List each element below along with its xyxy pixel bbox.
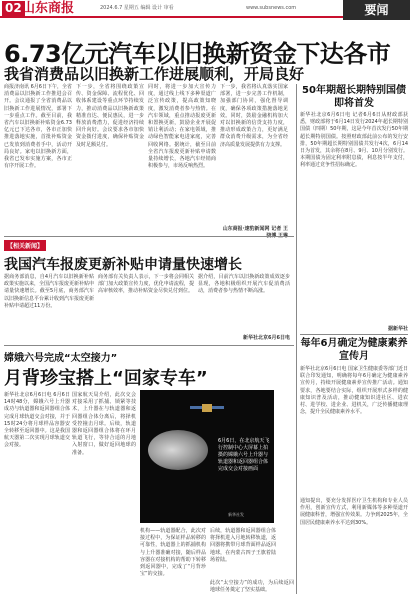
side-divider (300, 334, 408, 335)
column-divider (296, 84, 297, 594)
lead-column-4: 下一步，我省将认真落实国家部署，进一步完善工作机制，加强部门协同，强化督导调度，确保各项政策措施落地见效。同时，鼓励金融机构加大对以旧换新的信贷支持力度，推动形成政策合力，更好满足群众消费升级需求，为全省经济高质量发展提供有力支撑。 (220, 84, 288, 148)
side-headline-1: 50年期超长期特别国债即将首发 (302, 85, 406, 109)
related-column-2: 商务部有关负责人表示，下一步将会同相关部门加大政策宣传力度，优化申请流程，提高审核效率，推动补贴资金尽快兑付到位。 (98, 274, 194, 295)
related-column-3: 据介绍，目前汽车以旧换新政策成效逐步显现，各地积极组织开展汽车促消费活动，消费者参与热情不断高涨。 (198, 274, 290, 295)
change-column-4: 后续，轨道器和返回器组合体将择机进入月地转移轨道，返回器将携带月球背面样品返回地球，在内蒙古四子王旗着陆场着陆。 (210, 528, 276, 563)
photo-caption: 6月6日，在北京航天飞行控制中心大屏幕上拍摄的嫦娥六号上升器与轨道器和返回器组合体完成交会对接画面 (218, 438, 270, 472)
solar-panel-right (212, 406, 224, 409)
related-source: 新华社北京6月6日电 (243, 335, 290, 341)
divider-2 (4, 345, 294, 346)
related-headline: 我国汽车报废更新补贴申请量快速增长 (4, 257, 242, 273)
change-column-2: 国家航天局介绍，此次交会对接采用了抓捕、锁紧等技术，上升器在与轨道器和返回器组合体分离后，将择机受控撞击月球。后续，轨道器和返回器组合体将在环月轨道飞行，等待合适的月地入射窗口，做好返回地球的准备。 (72, 392, 136, 456)
related-news-tag: 【相关新闻】 (4, 240, 46, 251)
change-kicker: 嫦娥六号完成“太空接力” (4, 353, 118, 364)
change-column-1: 新华社北京6月6日电 6月6日14时48分，嫦娥六号上升器成功与轨道器和返回器组合体完成月球轨道交会对接，并于15时24分将月球样品容器安全转移至返回器中。这是我国航天器第二次实现月球轨道交会对接。 (4, 392, 70, 449)
section-tag: 要闻 (343, 0, 410, 20)
lead-column-3: 同时，将进一步加大宣传力度，通过线上线下多种渠道广泛宣传政策，提高政策知晓度，激发消费者参与热情。在汽车领域，重点推动报废更新和置换更新，鼓励企业开展促销让利活动；在家电领域，推动绿色智能家电进家庭，完善回收网络。据统计，截至目前全省汽车报废更新补贴申请数量持续增长，各地汽车经销商积极参与，市场反响热烈。 (148, 84, 216, 170)
side-body-2: 新华社北京6月6日电 国家卫生健康委等部门近日联合印发通知，明确将每年6月确定为健康素养宣传月，持续开展健康素养宣传推广活动。通知要求，各地要结合实际，组织开展形式多样的健康知识普及活动，推动健康知识进社区、进农村、进学校、进企业、进机关，广泛传播健康理念，提升全民健康素养水平。 (300, 366, 408, 416)
page-number: 02 (2, 1, 25, 16)
side-source-1: 据新华社 (387, 326, 408, 332)
lead-subheadline: 我省消费品以旧换新工作进展顺利，开局良好 (4, 65, 305, 83)
newspaper-brand: 山东商报 (22, 1, 75, 16)
solar-panel-left (190, 406, 202, 409)
spacecraft-image (202, 404, 212, 412)
change-column-5: 此次“太空接力”的成功，为后续返回地球任务奠定了坚实基础。 (210, 580, 294, 594)
lead-author: 山东商报·速豹新闻网 记者 王 (222, 226, 288, 232)
issue-info: 2024.6.7 星期五 编辑 设计 审看 (100, 5, 174, 11)
lead-column-2: 下一步，全省将围绕政策宣传、资金保障、流程优化、回收体系建设等重点环节持续发力，推动消费品以旧换新政策精准直达、便民惠民，进一步释放消费潜力，促进经济持续回升向好。会议要求各市加快资金拨付进度，确保补贴资金及时足额兑付。 (76, 84, 144, 148)
moon-image (148, 430, 208, 470)
divider (4, 236, 294, 237)
change-column-3: 机构——轨道器配合，此次对接过程中，为保证样品转移的可靠性，轨道器上的抓捕机构与上升器准确对接，随后样品容器在对接机构的帮助下转移到返回器中，完成了“月背珍宝”的交接。 (140, 528, 206, 578)
side-headline-2: 每年6月确定为健康素养宣传月 (300, 338, 408, 362)
lead-column-1: 商报济南讯 6月6日下午，全省消费品以旧换新工作推进会召开。会议通报了全省消费品以旧换新工作进展情况，部署下一步重点工作。截至目前，我省汽车以旧换新补贴资金6.73亿元已下达各市，各市正加快推进落地实施，首批补贴资金已发放到消费者手中，活动开局良好。家电以旧换新方面，我省已发布实施方案，各市正有序开展工作。 (4, 84, 72, 170)
side-body-1: 新华社北京6月6日电 记者6月6日从财政部获悉，财政部将于6月14日发行2024年超长期特别国债（四期）50年期，这是今年首次发行50年期超长期特别国债。按照财政部此前公布的发行安排，50年期超长期特别国债共发行4次，6月14日为首发，其余将在8月、9月、10月分别发行。本期国债为固定利率附息债，利息按半年支付，利率通过竞争性招标确定。 (300, 112, 408, 169)
related-column-1: 据商务部消息，自4月汽车以旧换新补贴政策实施以来，全国汽车报废更新补贴申请量快速增长。截至5月底，商务部汽车以旧换新信息平台累计收到汽车报废更新补贴申请超过11万份。 (4, 274, 95, 309)
site-url: www.subsnews.com (246, 5, 297, 11)
change-headline: 月背珍宝搭上“回家专车” (4, 368, 208, 389)
photo-credit: 新华社发 (228, 512, 244, 517)
lead-headline: 6.73亿元汽车以旧换新资金下达各市 (4, 40, 391, 68)
side-body-3: 通知提出，要充分发挥医疗卫生机构和专业人员作用，创新宣传方式，利用新媒体等多种渠道开展健康科普，增强宣传效果。力争到2025年，全国居民健康素养水平达到30%。 (300, 498, 408, 526)
